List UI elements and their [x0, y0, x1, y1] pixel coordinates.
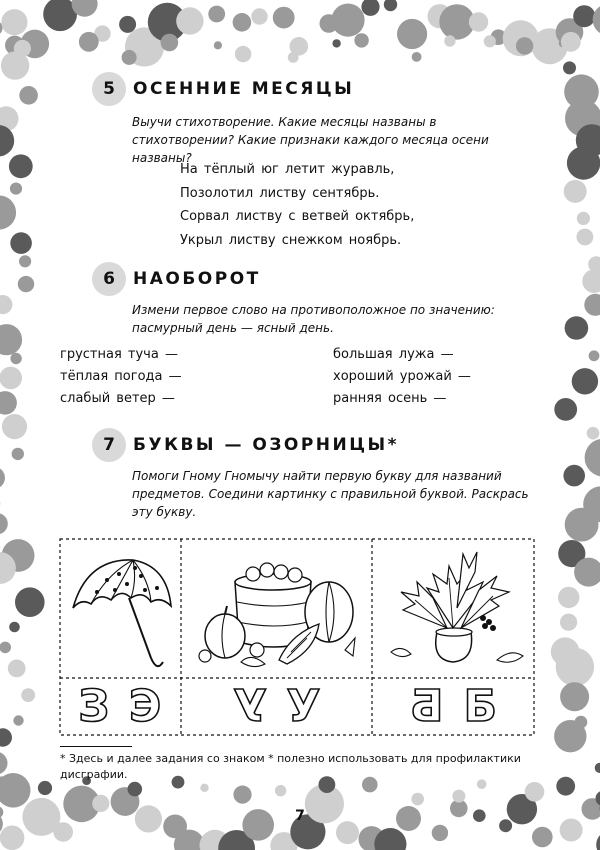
umbrella-picture — [67, 550, 175, 674]
section-title: БУКВЫ — ОЗОРНИЦЫ* — [133, 435, 400, 455]
section-number-badge: 5 — [92, 72, 126, 106]
letter-options-3 — [372, 678, 535, 736]
section-5-instruction: Выучи стихотворение. Какие месяцы названы в стихотворении? Какие признаки каждого месяца осени названы? — [132, 115, 489, 165]
section-7-header — [92, 428, 399, 462]
letter-option-mirrored[interactable]: У — [232, 681, 267, 732]
section-number-badge: 6 — [92, 262, 126, 296]
antonym-list-left — [60, 344, 182, 410]
section-title: НАОБОРОТ — [133, 269, 261, 289]
page-number: 7 — [295, 808, 305, 824]
poem — [180, 158, 414, 252]
antonym-item: большая лужа — — [333, 347, 454, 362]
poem-line: На тёплый юг летит журавль, — [180, 162, 395, 177]
antonym-list-right — [333, 344, 471, 410]
antonym-item: грустная туча — — [60, 347, 178, 362]
section-title: ОСЕННИЕ МЕСЯЦЫ — [133, 79, 355, 99]
poem-line: Укрыл листву снежком ноябрь. — [180, 232, 402, 248]
letter-matching-puzzle — [59, 538, 535, 736]
antonym-item: тёплая погода — — [60, 369, 182, 384]
letter-option[interactable]: Б — [463, 681, 498, 732]
section-number-badge: 7 — [92, 428, 126, 462]
letter-options-2 — [181, 678, 372, 736]
footnote-divider — [60, 746, 132, 747]
letter-option[interactable]: З — [78, 681, 110, 732]
vegetables-basket-picture — [195, 552, 363, 674]
poem-line: Сорвал листву с ветвей октябрь, — [180, 209, 415, 224]
section-6-instruction: Измени первое слово на противоположное по значению: пасмурный день — ясный день. — [132, 303, 495, 335]
poem-line: Позолотил листву сентябрь. — [180, 185, 380, 201]
leaf-bouquet-picture — [387, 548, 527, 674]
footnote: * Здесь и далее задания со знаком * полезно использовать для профилактики дисграфии. — [60, 752, 521, 781]
letter-option-mirrored[interactable]: Б — [409, 681, 444, 732]
letter-options-1 — [59, 678, 181, 736]
antonym-item: слабый ветер — — [60, 391, 175, 406]
section-5-header — [92, 72, 354, 106]
section-7-instruction: Помоги Гному Гномычу найти первую букву для названий предметов. Соедини картинку с правильной буквой. Раскрась эту букву. — [132, 469, 529, 519]
letter-option[interactable]: У — [286, 681, 321, 732]
section-6-header — [92, 262, 261, 296]
antonym-item: хороший урожай — — [333, 369, 471, 384]
antonym-item: ранняя осень — — [333, 391, 447, 406]
letter-option-mirrored[interactable]: Є — [129, 681, 162, 732]
